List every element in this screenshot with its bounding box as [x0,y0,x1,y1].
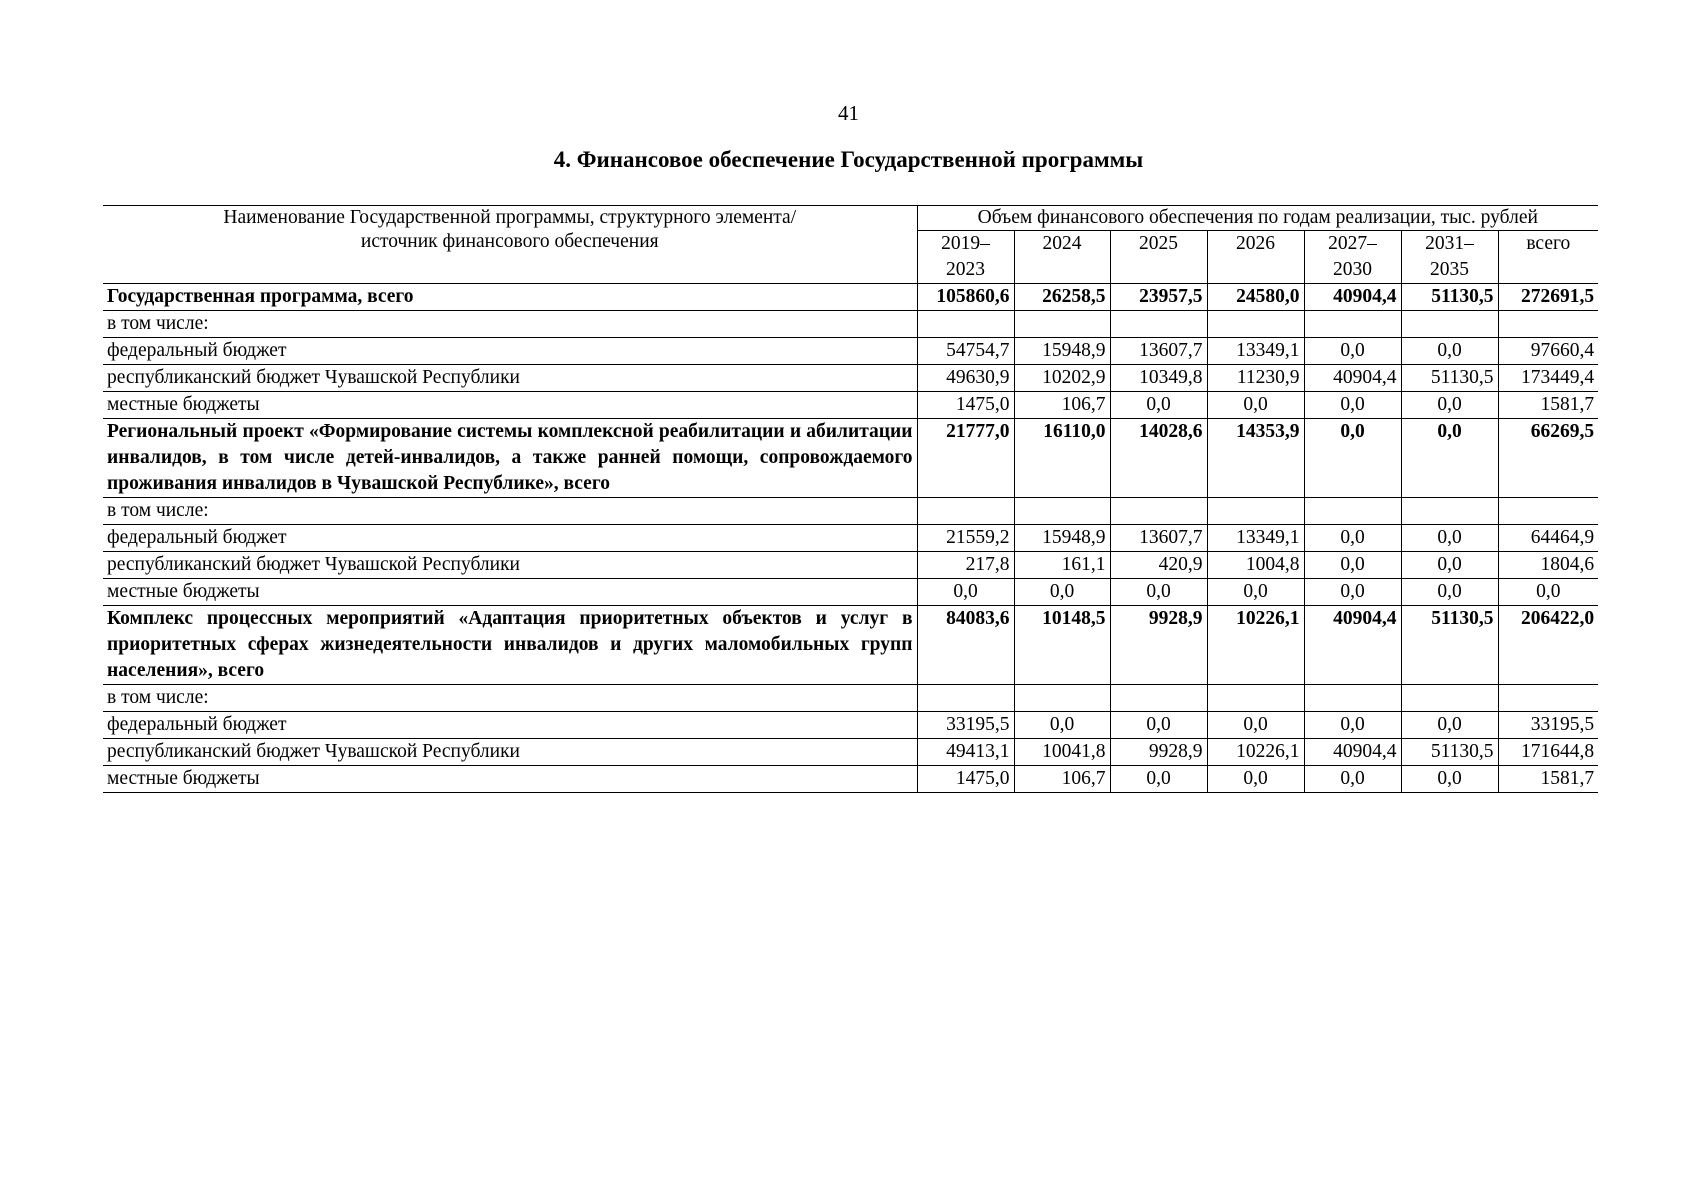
header-name-line1: Наименование Государственной программы, структурного элемента/ [223,207,797,228]
value-cell: 51130,5 [1401,365,1498,392]
year-header [1110,231,1207,284]
row-name-cell: Государственная программа, всего [103,284,917,311]
value-cell: 21777,0 [917,419,1014,498]
value-cell [1498,685,1598,712]
value-cell: 49630,9 [917,365,1014,392]
table-row [103,606,1598,685]
value-cell: 40904,4 [1304,739,1401,766]
value-cell: 0,0 [1014,712,1110,739]
value-cell: 49413,1 [917,739,1014,766]
value-cell: 0,0 [1014,579,1110,606]
value-cell: 0,0 [1401,579,1498,606]
value-cell: 10041,8 [1014,739,1110,766]
value-cell: 0,0 [1110,392,1207,419]
value-cell: 161,1 [1014,552,1110,579]
row-name-cell: местные бюджеты [103,766,917,793]
year-header-line2: 2023 [946,259,985,280]
table-row [103,498,1598,525]
value-cell [1401,685,1498,712]
value-cell: 420,9 [1110,552,1207,579]
value-cell: 0,0 [1304,552,1401,579]
value-cell [1207,685,1304,712]
year-header [1304,231,1401,284]
value-cell: 40904,4 [1304,284,1401,311]
value-cell [1401,498,1498,525]
value-cell: 0,0 [1304,712,1401,739]
value-cell [1110,498,1207,525]
row-name-cell: Региональный проект «Формирование системы комплексной реабилитации и абилитации инвалидов, в том числе детей-инвалидов, а также ранней помощи, сопровождаемого проживания инвалидов в Чувашской Республике», всего [103,419,917,498]
year-header [1498,231,1598,284]
value-cell: 0,0 [1304,338,1401,365]
value-cell: 51130,5 [1401,739,1498,766]
row-name-cell: федеральный бюджет [103,712,917,739]
value-cell: 1475,0 [917,392,1014,419]
year-header-line1: 2026 [1236,233,1275,254]
value-cell: 206422,0 [1498,606,1598,685]
row-name-cell: местные бюджеты [103,392,917,419]
year-header [1014,231,1110,284]
value-cell: 0,0 [1401,712,1498,739]
value-cell [1304,311,1401,338]
page-title: 4. Финансовое обеспечение Государственной программы [553,147,1144,172]
value-cell: 0,0 [1207,392,1304,419]
value-cell: 0,0 [1304,392,1401,419]
value-cell: 33195,5 [1498,712,1598,739]
value-cell: 84083,6 [917,606,1014,685]
value-cell [1304,498,1401,525]
value-cell: 0,0 [1110,579,1207,606]
row-name-cell: федеральный бюджет [103,338,917,365]
value-cell: 13607,7 [1110,338,1207,365]
value-cell [1304,685,1401,712]
value-cell: 26258,5 [1014,284,1110,311]
value-cell: 0,0 [1401,419,1498,498]
header-group-cell: Объем финансового обеспечения по годам реализации, тыс. рублей [917,206,1598,231]
value-cell: 15948,9 [1014,338,1110,365]
value-cell: 10349,8 [1110,365,1207,392]
value-cell: 33195,5 [917,712,1014,739]
value-cell [1110,685,1207,712]
value-cell: 1804,6 [1498,552,1598,579]
value-cell: 0,0 [1207,579,1304,606]
table-row [103,579,1598,606]
value-cell: 11230,9 [1207,365,1304,392]
value-cell: 64464,9 [1498,525,1598,552]
value-cell: 16110,0 [1014,419,1110,498]
value-cell: 0,0 [1304,766,1401,793]
value-cell: 13349,1 [1207,525,1304,552]
value-cell: 0,0 [1304,579,1401,606]
table-row [103,365,1598,392]
year-header [917,231,1014,284]
table-row [103,311,1598,338]
row-name-cell: в том числе: [103,311,917,338]
value-cell [1401,311,1498,338]
value-cell: 0,0 [1207,766,1304,793]
table-row [103,338,1598,365]
value-cell: 0,0 [917,579,1014,606]
year-header-line2: 2035 [1430,259,1469,280]
row-name-cell: республиканский бюджет Чувашской Республики [103,365,917,392]
table-row [103,284,1598,311]
value-cell [917,311,1014,338]
value-cell: 97660,4 [1498,338,1598,365]
year-header-line1: всего [1526,233,1571,254]
value-cell: 14028,6 [1110,419,1207,498]
year-header-line1: 2025 [1139,233,1178,254]
year-header-line1: 2019– [941,233,990,254]
year-header-line1: 2027– [1328,233,1377,254]
row-name-cell: федеральный бюджет [103,525,917,552]
value-cell: 66269,5 [1498,419,1598,498]
value-cell: 21559,2 [917,525,1014,552]
header-row [103,206,1598,231]
value-cell: 0,0 [1401,552,1498,579]
value-cell: 23957,5 [1110,284,1207,311]
row-name-cell: республиканский бюджет Чувашской Республики [103,739,917,766]
value-cell: 272691,5 [1498,284,1598,311]
value-cell [1014,498,1110,525]
header-name-line2: источник финансового обеспечения [360,231,659,252]
table-row [103,392,1598,419]
value-cell: 10148,5 [1014,606,1110,685]
value-cell: 9928,9 [1110,606,1207,685]
table-row [103,766,1598,793]
value-cell: 173449,4 [1498,365,1598,392]
year-header-line1: 2024 [1042,233,1082,254]
value-cell [917,685,1014,712]
year-header [1401,231,1498,284]
value-cell: 51130,5 [1401,606,1498,685]
row-name-cell: Комплекс процессных мероприятий «Адаптация приоритетных объектов и услуг в приоритетных сферах жизнедеятельности инвалидов и других маломобильных групп населения», всего [103,606,917,685]
value-cell: 13349,1 [1207,338,1304,365]
value-cell: 51130,5 [1401,284,1498,311]
value-cell [1498,311,1598,338]
value-cell: 1581,7 [1498,392,1598,419]
value-cell: 54754,7 [917,338,1014,365]
value-cell: 0,0 [1498,579,1598,606]
value-cell: 14353,9 [1207,419,1304,498]
value-cell: 0,0 [1304,525,1401,552]
value-cell [1207,311,1304,338]
value-cell: 106,7 [1014,766,1110,793]
value-cell: 1475,0 [917,766,1014,793]
page-number: 41 [838,101,859,125]
year-header [1207,231,1304,284]
table-body [103,284,1598,793]
value-cell: 1004,8 [1207,552,1304,579]
value-cell: 10226,1 [1207,739,1304,766]
value-cell: 40904,4 [1304,606,1401,685]
value-cell: 0,0 [1401,338,1498,365]
table-row [103,552,1598,579]
value-cell: 40904,4 [1304,365,1401,392]
value-cell [1014,311,1110,338]
value-cell: 9928,9 [1110,739,1207,766]
year-header-line1: 2031– [1425,233,1474,254]
value-cell: 10202,9 [1014,365,1110,392]
table-row [103,525,1598,552]
value-cell [1498,498,1598,525]
header-name-cell [103,206,917,284]
value-cell: 1581,7 [1498,766,1598,793]
row-name-cell: местные бюджеты [103,579,917,606]
table-row [103,685,1598,712]
value-cell: 0,0 [1110,766,1207,793]
row-name-cell: республиканский бюджет Чувашской Республики [103,552,917,579]
value-cell: 105860,6 [917,284,1014,311]
value-cell [1014,685,1110,712]
value-cell: 0,0 [1401,392,1498,419]
financing-table [103,205,1598,793]
value-cell [1207,498,1304,525]
table-row [103,419,1598,498]
value-cell: 0,0 [1401,525,1498,552]
value-cell: 0,0 [1401,766,1498,793]
year-header-line2: 2030 [1333,259,1372,280]
value-cell: 0,0 [1207,712,1304,739]
value-cell [1110,311,1207,338]
value-cell: 217,8 [917,552,1014,579]
value-cell: 0,0 [1110,712,1207,739]
value-cell: 24580,0 [1207,284,1304,311]
value-cell: 15948,9 [1014,525,1110,552]
value-cell [917,498,1014,525]
value-cell: 10226,1 [1207,606,1304,685]
value-cell: 171644,8 [1498,739,1598,766]
value-cell: 0,0 [1304,419,1401,498]
row-name-cell: в том числе: [103,685,917,712]
row-name-cell: в том числе: [103,498,917,525]
value-cell: 13607,7 [1110,525,1207,552]
table-row [103,712,1598,739]
value-cell: 106,7 [1014,392,1110,419]
table-row [103,739,1598,766]
